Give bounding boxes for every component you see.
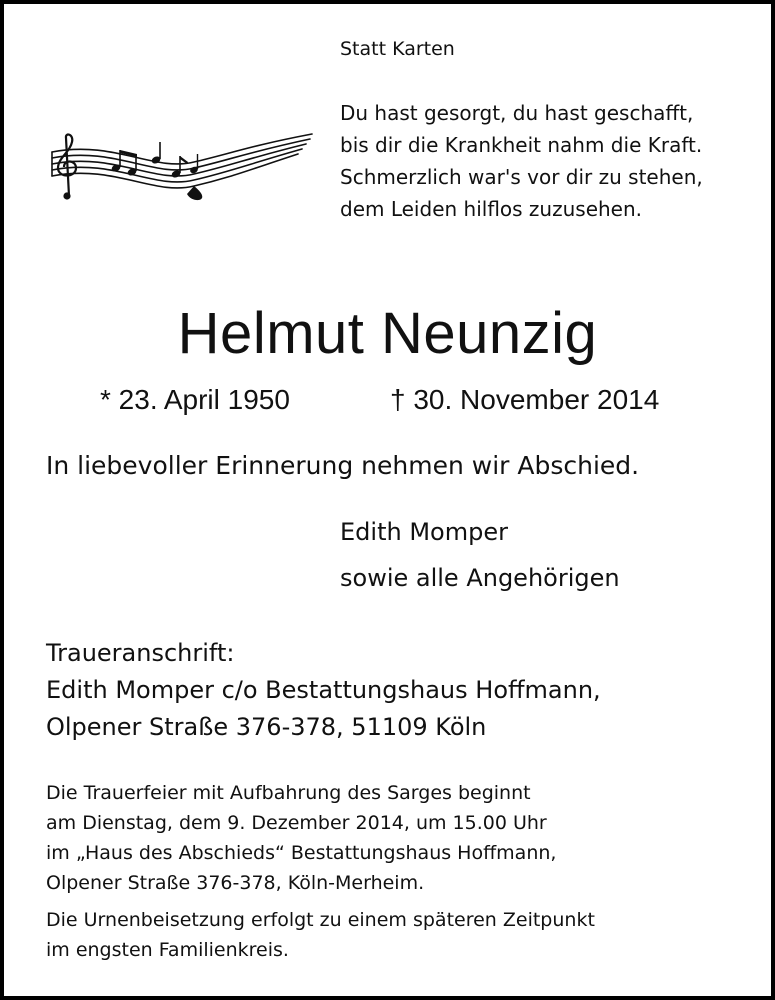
poem-line: Du hast gesorgt, du hast geschafft,	[340, 101, 694, 125]
poem-line: dem Leiden hilflos zuzusehen.	[340, 197, 643, 221]
poem	[340, 97, 703, 225]
ceremony-line: am Dienstag, dem 9. Dezember 2014, um 15.00 Uhr	[46, 812, 547, 834]
music-staff-notes-icon	[44, 132, 316, 204]
ceremony-line: im „Haus des Abschieds“ Bestattungshaus Hoffmann,	[46, 842, 557, 864]
header-text: Statt Karten	[340, 38, 455, 60]
signer-line: Edith Momper	[340, 518, 508, 546]
address-line: Olpener Straße 376-378, 51109 Köln	[46, 713, 487, 741]
address-line: Edith Momper c/o Bestattungshaus Hoffmann,	[46, 676, 601, 704]
mourning-address	[46, 635, 601, 746]
burial-line: Die Urnenbeisetzung erfolgt zu einem späteren Zeitpunkt	[46, 909, 595, 931]
burial-notice	[46, 905, 595, 965]
burial-line: im engsten Familienkreis.	[46, 939, 289, 961]
ceremony-line: Die Trauerfeier mit Aufbahrung des Sarges beginnt	[46, 782, 531, 804]
ceremony-line: Olpener Straße 376-378, Köln-Merheim.	[46, 872, 425, 894]
signer-line: sowie alle Angehörigen	[340, 564, 620, 592]
death-date: † 30. November 2014	[390, 384, 660, 415]
poem-line: bis dir die Krankheit nahm die Kraft.	[340, 133, 703, 157]
signers	[340, 509, 620, 601]
birth-date: * 23. April 1950	[100, 384, 290, 415]
deceased-name: Helmut Neunzig	[177, 301, 598, 366]
address-line: Traueranschrift:	[46, 639, 235, 667]
ceremony-details	[46, 778, 556, 898]
farewell-text: In liebevoller Erinnerung nehmen wir Abschied.	[46, 451, 640, 480]
life-dates	[100, 384, 660, 416]
poem-line: Schmerzlich war's vor dir zu stehen,	[340, 165, 703, 189]
